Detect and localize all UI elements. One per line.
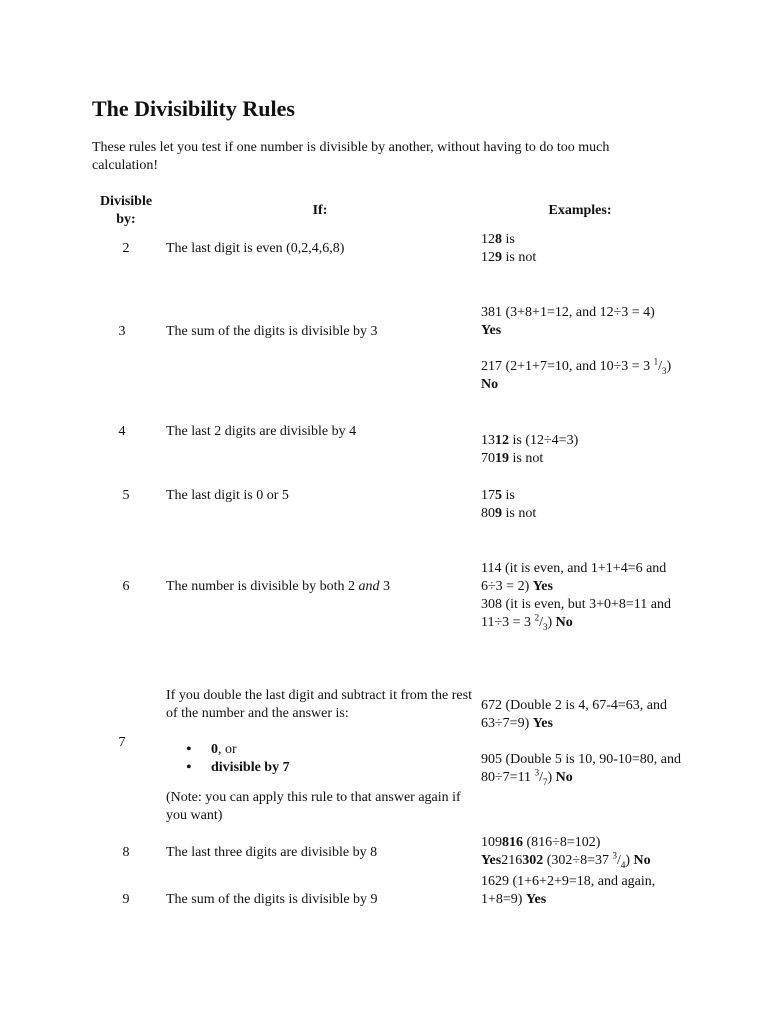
bullet-item: • divisible by 7 <box>166 759 472 777</box>
row-9-rule: The sum of the digits is divisible by 9 <box>166 892 378 907</box>
row-2-rule: The last digit is even (0,2,4,6,8) <box>166 241 345 256</box>
header-divisible-line2: by: <box>116 212 136 227</box>
example-line: 308 (it is even, but 3+0+8=11 and 11÷3 = 3 $^2/_3$) No <box>481 597 671 632</box>
row-6-number: 6 <box>122 579 130 594</box>
row-4-number: 4 <box>118 424 126 439</box>
row-6-examples <box>481 560 681 632</box>
row-3-examples <box>481 304 681 394</box>
row-8-examples <box>481 834 701 870</box>
row-8-rule: The last three digits are divisible by 8 <box>166 845 378 860</box>
example-line: 7019 is not <box>481 451 544 466</box>
row-5-examples <box>481 487 681 523</box>
example-line: 809 is not <box>481 506 537 521</box>
example-line: 1312 is (12÷4=3) <box>481 433 579 448</box>
row-7-rule: If you double the last digit and subtract it from the rest of the number and the answer is: • 0, or • divisible by 7 (Note: you can apply this rule to that answer again if you want) <box>166 687 472 825</box>
row-5-rule: The last digit is 0 or 5 <box>166 488 289 503</box>
page-title: The Divisibility Rules <box>92 96 295 121</box>
row-2-number: 2 <box>122 241 130 256</box>
row-6-rule: The number is divisible by both 2 and 3 <box>166 579 390 594</box>
row-9-number: 9 <box>122 892 130 907</box>
header-divisible-by <box>96 193 156 229</box>
example-line: 114 (it is even, and 1+1+4=6 and 6÷3 = 2) Yes <box>481 561 667 594</box>
example-line: 1629 (1+6+2+9=18, and again, 1+8=9) Yes <box>481 874 656 907</box>
row-3-number: 3 <box>118 324 126 339</box>
intro-paragraph: These rules let you test if one number is divisible by another, without having to do too much calculation! <box>92 140 610 173</box>
row-7-note: (Note: you can apply this rule to that answer again if you want) <box>166 790 461 823</box>
row-7-bullet-list <box>166 741 472 777</box>
row-7-examples <box>481 697 681 787</box>
row-5-number: 5 <box>122 488 130 503</box>
example-line: 128 is <box>481 232 515 247</box>
row-4-examples <box>481 432 681 468</box>
example-line: Yes216302 (302÷8=37 $^3/_4$) No <box>481 850 651 870</box>
row-4-rule: The last 2 digits are divisible by 4 <box>166 424 357 439</box>
row-8-number: 8 <box>122 845 130 860</box>
header-if: If: <box>312 203 328 218</box>
example-line: 109816 (816÷8=102) <box>481 835 601 850</box>
example-line: 672 (Double 2 is 4, 67-4=63, and 63÷7=9) Yes <box>481 698 667 731</box>
example-line: 381 (3+8+1=12, and 12÷3 = 4) Yes <box>481 305 655 338</box>
header-divisible-line1: Divisible <box>99 194 153 209</box>
example-line: 905 (Double 5 is 10, 90-10=80, and 80÷7=11 $^3/_7$) No <box>481 752 681 787</box>
row-7-number: 7 <box>118 735 126 750</box>
row-9-examples <box>481 873 681 909</box>
row-2-examples <box>481 231 681 267</box>
example-line: 217 (2+1+7=10, and 10÷3 = 3 $^1/_3$) No <box>481 356 672 392</box>
row-3-rule: The sum of the digits is divisible by 3 <box>166 324 378 339</box>
example-line: 129 is not <box>481 250 537 265</box>
example-line: 175 is <box>481 488 515 503</box>
header-examples: Examples: <box>548 203 612 218</box>
bullet-item: • 0, or <box>166 741 472 759</box>
